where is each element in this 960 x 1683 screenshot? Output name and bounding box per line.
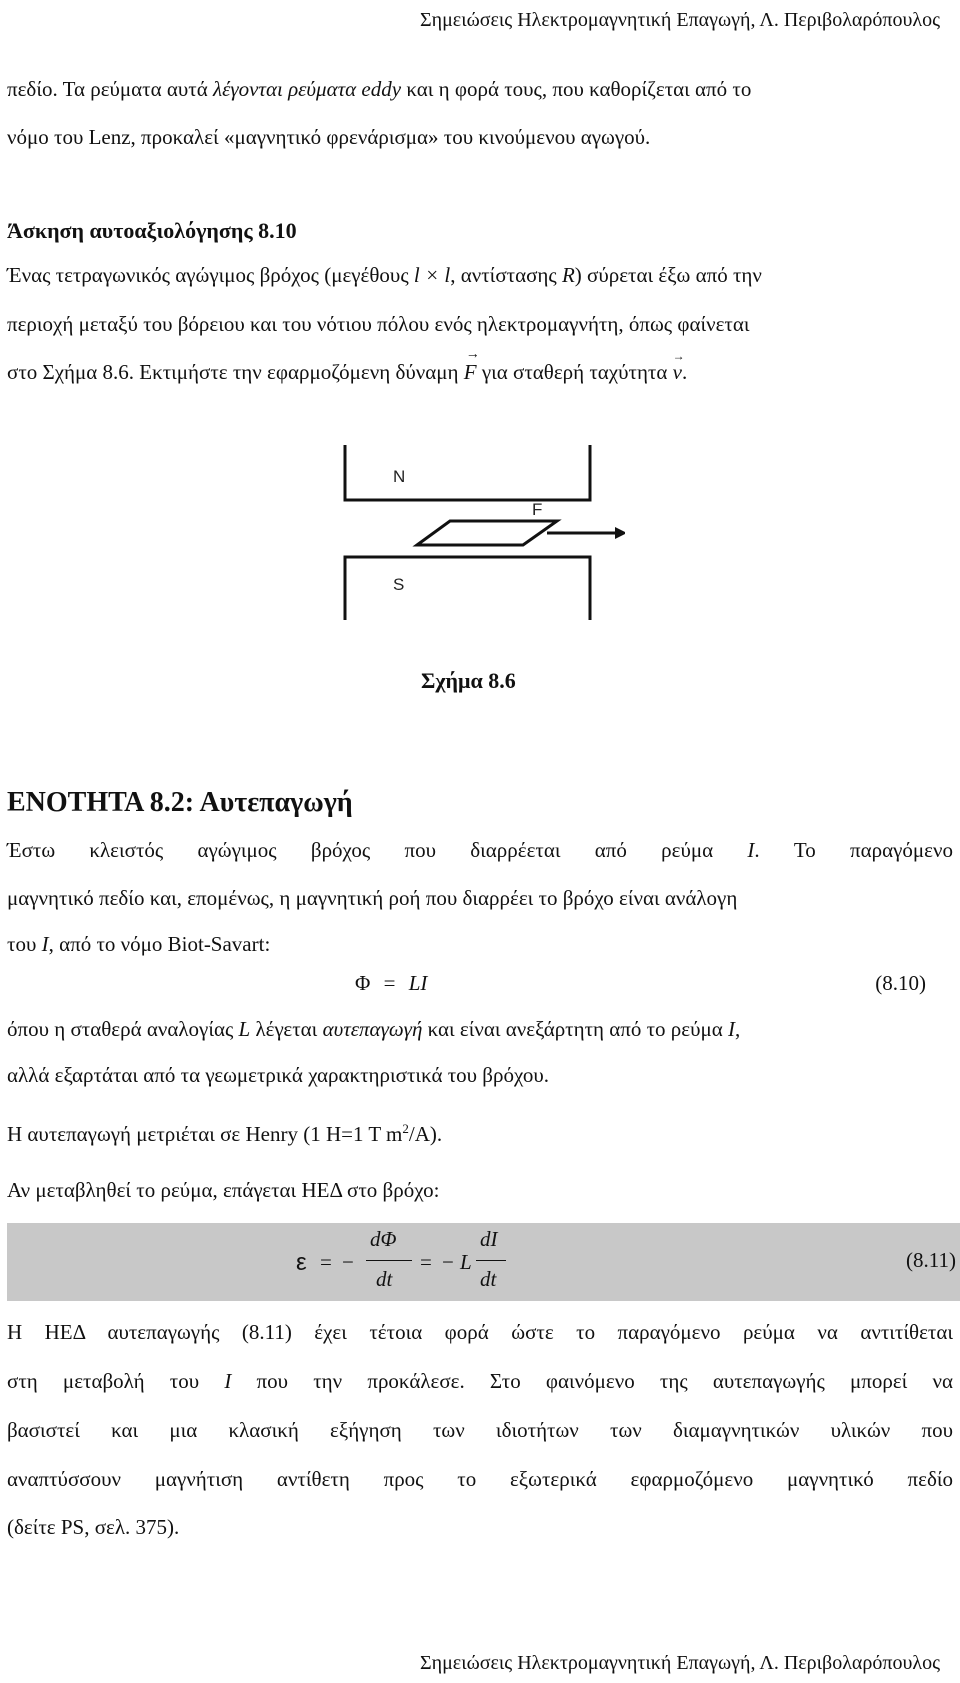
exercise-title: Άσκηση αυτοαξιολόγησης 8.10 [7, 218, 297, 243]
numerator-dphi: dΦ [370, 1227, 397, 1251]
text: και η φορά τους, που καθορίζεται από το [401, 77, 752, 101]
paragraph-line [7, 347, 688, 384]
text: F [463, 360, 477, 384]
vector-f [463, 347, 480, 384]
text: , από το νόμο Biot-Savart: [48, 932, 271, 956]
paragraph-line [7, 934, 270, 955]
paragraph-line [7, 1019, 740, 1040]
paragraph-line: αλλά εξαρτάται από τα γεωμετρικά χαρακτηριστικά του βρόχου. [7, 1063, 549, 1087]
equation-8-10 [355, 973, 427, 994]
minus-sign: − [342, 1250, 354, 1274]
equation-number: (8.11) [906, 1248, 956, 1272]
math-i: I [747, 838, 755, 862]
math-li: LI [408, 971, 428, 995]
text: όπου η σταθερά αναλογίας [7, 1017, 239, 1041]
math-l: L [238, 1017, 251, 1041]
vector-arrow-icon: → [672, 349, 685, 363]
page-footer: Σημειώσεις Ηλεκτρομαγνητική Επαγωγή, Λ. Περιβολαρόπουλος [419, 1652, 940, 1674]
numerator-di: dI [480, 1227, 498, 1251]
text: στη μεταβολή του [7, 1369, 225, 1393]
text: λέγονται [212, 77, 283, 101]
math-i: I [728, 1017, 736, 1041]
figure-caption: Σχήμα 8.6 [421, 668, 516, 693]
text: Ένας τετραγωνικός αγώγιμος βρόχος (μεγέθους [7, 263, 414, 287]
paragraph-line: νόμο του Lenz, προκαλεί «μαγνητικό φρενάρισμα» του κινούμενου αγωγού. [7, 125, 651, 149]
paragraph-line: (δείτε PS, σελ. 375). [7, 1515, 180, 1539]
math-i: I [224, 1369, 232, 1393]
math-l: L [460, 1250, 472, 1274]
vector-v [672, 349, 685, 384]
superscript: 2 [402, 1121, 409, 1136]
paragraph-line: βασιστεί και μια κλασική εξήγηση των ιδιοτήτων των διαμαγνητικών υλικών που [7, 1418, 953, 1442]
text: για σταθερή ταχύτητα [476, 360, 673, 384]
paragraph-line [7, 1122, 442, 1145]
fraction-bar [476, 1260, 506, 1261]
text: , [735, 1017, 741, 1041]
minus-sign: − [442, 1250, 454, 1274]
text: ) σύρεται έξω από την [574, 263, 762, 287]
paragraph-line: Η ΗΕΔ αυτεπαγωγής (8.11) έχει τέτοια φορά ώστε το παραγόμενο ρεύμα να αντιτίθεται [7, 1320, 953, 1344]
term-self-inductance: αυτεπαγωγή [322, 1017, 423, 1041]
text: Η αυτεπαγωγή μετριέται σε Henry (1 H=1 T m [7, 1122, 403, 1146]
text: λέγεται [250, 1017, 323, 1041]
label-n: N [393, 467, 406, 486]
text: που την προκάλεσε. Στο φαινόμενο της αυτεπαγωγής μπορεί να [231, 1369, 953, 1393]
paragraph-line: μαγνητικό πεδίο και, επομένως, η μαγνητική ροή που διαρρέει το βρόχο είναι ανάλογη [7, 886, 738, 910]
paragraph-line [7, 79, 751, 100]
equation-number: (8.10) [875, 971, 926, 995]
label-f: F [532, 500, 543, 519]
paragraph-line: αναπτύσσουν μαγνήτιση αντίθετη προς το εξωτερικά εφαρμοζόμενο μαγνητικό πεδίο [7, 1467, 953, 1491]
fraction-bar [366, 1260, 412, 1261]
text: . Το παραγόμενο [754, 838, 953, 862]
math-i: I [41, 932, 49, 956]
text: v [672, 360, 682, 384]
text: και είναι ανεξάρτητη από το ρεύμα [422, 1017, 729, 1041]
math-r: R [561, 263, 575, 287]
paragraph-line: περιοχή μεταξύ του βόρειου και του νότιου πόλου ενός ηλεκτρομαγνήτη, όπως φαίνεται [7, 312, 750, 336]
label-s: S [393, 575, 405, 594]
emf-symbol: ε [296, 1249, 307, 1276]
text: του [7, 932, 42, 956]
denominator-dt: dt [480, 1267, 497, 1291]
denominator-dt: dt [376, 1267, 393, 1291]
page-header: Σημειώσεις Ηλεκτρομαγνητική Επαγωγή, Λ. Περιβολαρόπουλος [419, 9, 940, 31]
flux-symbol: Φ [355, 971, 371, 995]
equals-sign: = [420, 1250, 432, 1274]
math-l-times-l: l × l [413, 263, 451, 287]
text: /A). [408, 1122, 443, 1146]
text: Έστω κλειστός αγώγιμος βρόχος που διαρρέεται από ρεύμα [7, 838, 748, 862]
paragraph-line [7, 1371, 953, 1392]
electromagnet-figure [335, 415, 625, 635]
paragraph-line: Αν μεταβληθεί το ρεύμα, επάγεται ΗΕΔ στο βρόχο: [7, 1178, 440, 1202]
text: στο Σχήμα 8.6. Εκτιμήστε την εφαρμοζόμενη δύναμη [7, 360, 464, 384]
equals-sign: = [320, 1250, 332, 1274]
text: , αντίστασης [450, 263, 562, 287]
equation-8-11 [296, 1225, 546, 1299]
term-eddy: ρεύματα eddy [288, 77, 402, 101]
vector-arrow-icon: → [465, 347, 480, 362]
section-title: ΕΝΟΤΗΤΑ 8.2: Αυτεπαγωγή [7, 787, 353, 818]
paragraph-line [7, 840, 953, 861]
text: . [681, 360, 688, 384]
figure-background [335, 415, 625, 635]
equals-sign: = [383, 971, 396, 995]
paragraph-line [7, 265, 762, 286]
text: πεδίο. Τα ρεύματα αυτά [7, 77, 213, 101]
